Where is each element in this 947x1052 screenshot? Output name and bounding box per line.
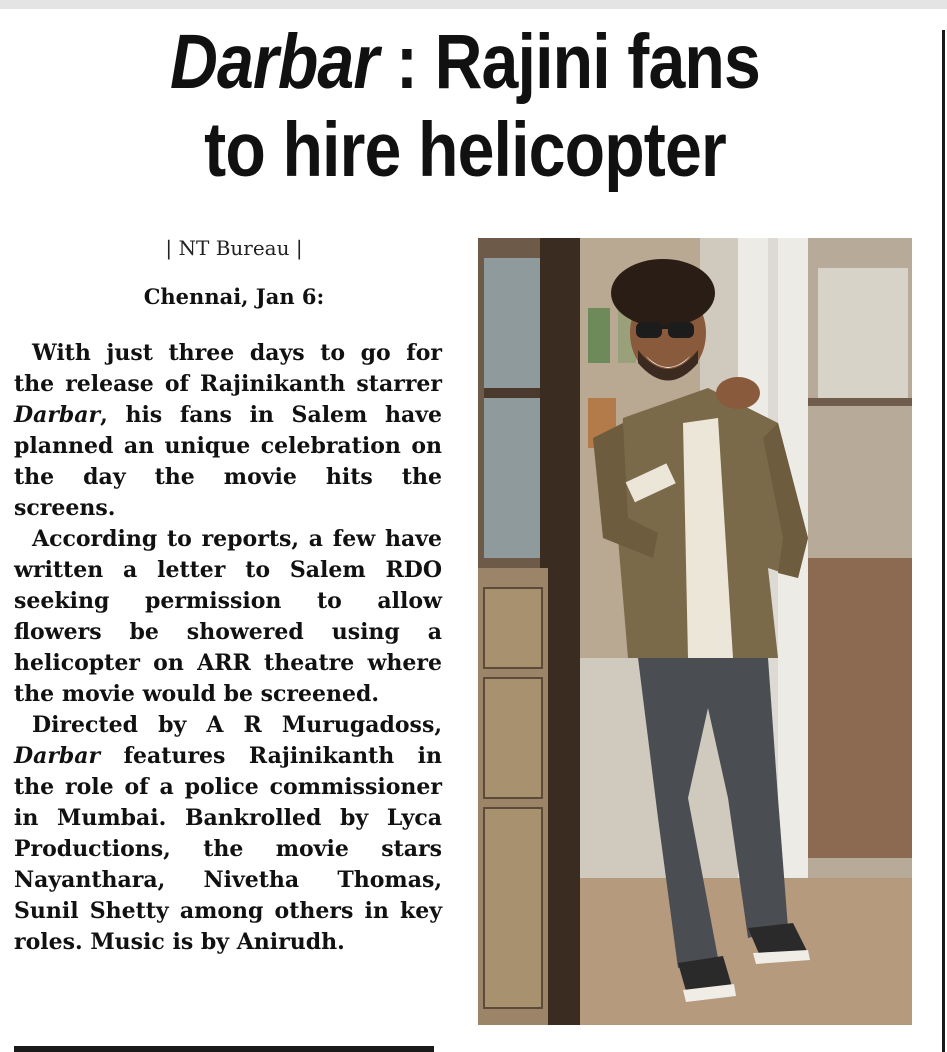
paragraph-film-title: Darbar: [14, 743, 101, 769]
headline-line2: to hire helicopter: [204, 107, 726, 193]
article-paragraph: [14, 524, 442, 710]
paragraph-text: With just three days to go for the release of Rajinikanth starrer: [14, 340, 442, 397]
photo-illustration: [478, 238, 912, 1025]
article-photo: [478, 238, 912, 1025]
page-top-band: [0, 0, 947, 9]
paragraph-film-title: Darbar: [14, 402, 101, 428]
headline-line1-rest: : Rajini fans: [378, 19, 760, 105]
headline-film-title: Darbar: [170, 19, 379, 105]
article-paragraph: [14, 710, 442, 958]
paragraph-text: features Rajinikanth in the role of a police commissioner in Mumbai. Bankrolled by Lyca Productions, the movie stars Nayanthara, Nivetha Thomas, Sunil Shetty among others in key roles. Music is by Anirudh.: [14, 743, 442, 955]
article-paragraph: [14, 338, 442, 524]
bottom-rule: [14, 1046, 434, 1052]
byline: | NT Bureau |: [165, 236, 303, 260]
paragraph-text: Directed by A R Murugadoss,: [32, 712, 442, 738]
headline: [100, 18, 831, 194]
paragraph-text: , his fans in Salem have planned an unique celebration on the day the movie hits the screens.: [14, 402, 442, 521]
column-rule-right: [942, 30, 945, 1052]
paragraph-text: According to reports, a few have written a letter to Salem RDO seeking permission to allow flowers be showered using a helicopter on ARR theatre where the movie would be screened.: [14, 526, 442, 707]
article-body: [14, 338, 442, 958]
dateline: Chennai, Jan 6:: [143, 284, 325, 309]
